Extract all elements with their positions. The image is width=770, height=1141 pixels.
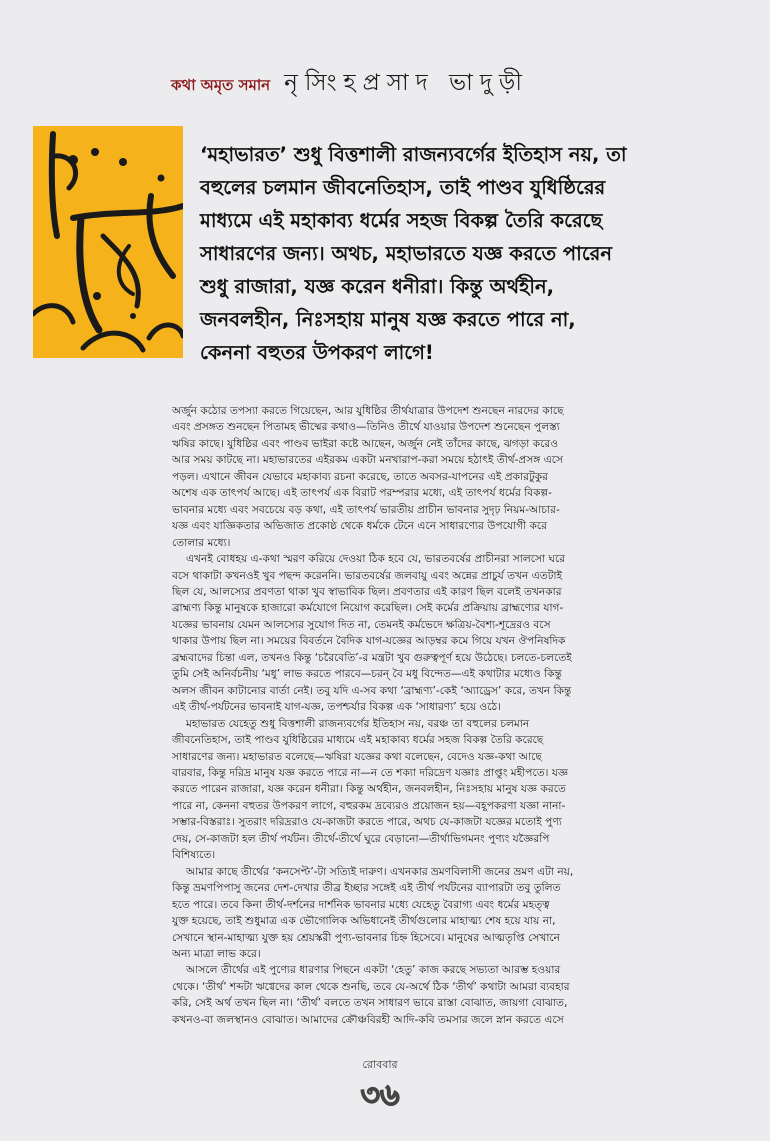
body-line: দেয়, সে-কাজটা হল তীর্থ পর্যটন। তীর্থে-তীর্থে ঘুরে বেড়ানো—তীর্থাভিগমনং পুণ্যং যজ্ঞৈরপি	[172, 832, 550, 845]
body-line: ঋষির কাছে। যুধিষ্ঠির এবং পাণ্ডব ভাইরা কষ্টে আছেন, অর্জুন নেই তাঁদের কাছে, ঝগড়া করেও	[172, 437, 558, 450]
pull-quote-line: বহুলের চলমান জীবনেতিহাস, তাই পাণ্ডব যুধিষ্ঠিরের	[200, 176, 606, 199]
body-line: আর সময় কাটছে না। মহাভারতের এইরকম একটা মনখারাপ-করা সময়ে হঠাৎই তীর্থ-প্রসঙ্গ এসে	[172, 454, 564, 467]
body-line: বারবার, কিন্তু দরিদ্র মানুষ যজ্ঞ করতে পারে না—ন তে শক্যা দরিদ্রেণ যজ্ঞাঃ প্রাপ্তুং মহীপতে। যজ্ঞ	[172, 766, 569, 779]
pull-quote-line: কেননা বহুতর উপকরণ লাগে!	[200, 341, 434, 364]
calligraphy-art	[33, 126, 183, 358]
body-line: অন্য মাত্রা লাভ করে।	[172, 947, 261, 960]
body-line: ব্রহ্মবাদের চিন্তা এল, তখনও কিন্তু ‘চরৈবেতি’-র মন্ত্রটা খুব গুরুত্বপূর্ণ হয়ে উঠেছে। চলতে-চলতেই	[172, 651, 572, 664]
body-line: কিন্তু ভ্রমণপিপাসু জনের দেশ-দেখার তীব্র ইচ্ছার সঙ্গেই এই তীর্থ পর্যটনের ব্যাপারটা তবু তুলিত	[172, 882, 561, 895]
body-line: ব্রাহ্মণ্য কিন্তু মানুষকে হাজারো কর্মযোগে নিয়োগ করেছিল। সেই কর্মের প্রক্রিয়ায় ব্রাহ্মণ্যের যাগ-	[172, 602, 564, 615]
body-line: সম্ভার-বিস্তরাঃ। সুতরাং দরিদ্ররাও যে-কাজটা করতে পারে, অথচ যে-কাজটা যজ্ঞের মতোই পুণ্য	[172, 816, 562, 829]
series-title: কথা অমৃত সমান	[171, 76, 271, 94]
pull-quote-line: শুধু রাজারা, যজ্ঞ করেন ধনীরা। কিন্তু অর্থহীন,	[200, 275, 555, 298]
body-line: পড়ল। এখানে জীবন যেভাবে মহাকাব্য রচনা করেছে, তাতে অবসর-যাপনের এই প্রকারটুকুর	[172, 470, 548, 483]
pull-quote-line: জনবলহীন, নিঃসহায় মানুষ যজ্ঞ করতে পারে না,	[200, 308, 576, 331]
body-line: অলস জীবন কাটানোর বার্তা নেই। তবু যদি এ-সব কথা ‘ব্রাহ্মণ্য’-কেই ‘অ্যাড্রেস’ করে, তখন কিন্তু	[172, 684, 572, 697]
body-line: ভাবনার মধ্যে এবং সবচেয়ে বড় কথা, এই তাৎপর্য ভারতীয় প্রাচীন ভাবনার সুদৃঢ় নিয়ম-আচার-	[172, 503, 560, 516]
body-line: অশেষ এক তাৎপর্য আছে। এই তাৎপর্য এক বিরাট পরম্পরার মধ্যে, এই তাৎপর্য ধর্মের বিকল্প-	[172, 487, 552, 500]
body-line: সাধারণের জন্য। মহাভারত বলেছে—ঋষিরা যজ্ঞের কথা বলেছেন, বেদেও যজ্ঞ-কথা আছে	[172, 750, 542, 763]
magazine-name: রোববার	[362, 1058, 398, 1071]
body-line: থেকে। ‘তীর্থ’ শব্দটা ঋগ্বেদের কাল থেকে শুনছি, তবে যে-অর্থে ঠিক ‘তীর্থ’ কথাটা আমরা ব্যবহার	[172, 980, 570, 993]
body-line: অর্জুন কঠোর তপস্যা করতে গিয়েছেন, আর যুধিষ্ঠির তীর্থযাত্রার উপদেশ শুনছেন নারদের কাছে	[172, 405, 564, 417]
header	[171, 64, 529, 103]
body-line: আসলে তীর্থের এই পুণ্যের ধারণার পিছনে একটা ‘হেতু’ কাজ করছে সভ্যতা আরম্ভ হওয়ার	[186, 964, 561, 977]
body-line: পারে না, কেননা বহুতর উপকরণ লাগে, বহুরকম দ্রব্যেরও প্রয়োজন হয়—বহূপকরণা যজ্ঞা নানা-	[172, 799, 566, 812]
body-line: কখনও-বা জলস্থানও বোঝাত। আমাদের ক্রৌঞ্চবিরহী আদি-কবি তমসার জলে স্নান করতে এসে	[172, 1013, 564, 1026]
pull-quote-line: ‘মহাভারত’ শুধু বিত্তশালী রাজন্যবর্গের ইতিহাস নয়, তা	[200, 143, 627, 166]
pull-quote	[200, 138, 740, 369]
page-footer	[0, 1056, 770, 1122]
body-line: সেখানে স্থান-মাহাত্ম্য যুক্ত হয় শ্রেয়স্করী পুণ্য-ভাবনার চিহ্ন হিসেবে। মানুষের আত্মতৃপ্তি সেখানে	[172, 931, 560, 944]
body-line: হতে পারে। তবে কিনা তীর্থ-দর্শনের দার্শনিক ভাবনার মধ্যে যেহেতু বৈরাগ্য এবং ধর্মের মহত্ত্ব	[172, 898, 550, 911]
body-line: করতে পারেন রাজারা, যজ্ঞ করেন ধনীরা। কিন্তু অর্থহীন, জনবলহীন, নিঃসহায় মানুষ যজ্ঞ করতে	[172, 783, 566, 796]
body-line: এই তীর্থ-পর্যটনের ভাবনাই যাগ-যজ্ঞ, তপশ্চর্যার বিকল্প এক ‘সাধারণ্য’ হয়ে ওঠে।	[172, 701, 501, 714]
body-line: করি, সেই অর্থ তখন ছিল না। ‘তীর্থ’ বলতে তখন সাধারণ ভাবে রাস্তা বোঝাত, জায়গা বোঝাত,	[172, 997, 568, 1010]
page-number: ৩৬	[360, 1078, 400, 1113]
body-line: ছিল যে, আলস্যের প্রবণতা থাকা খুব স্বাভাবিক ছিল। প্রবণতার এই কারণ ছিল বলেই তখনকার	[172, 585, 562, 598]
body-line: মহাভারত যেহেতু শুধু বিত্তশালী রাজন্যবর্গের ইতিহাস নয়, বরঞ্চ তা বহুলের চলমান	[186, 717, 530, 730]
body-line: বিশিষ্যতে।	[172, 849, 216, 862]
body-line: বসে থাকাটা কখনওই খুব পছন্দ করেননি। ভারতবর্ষের জলবায়ু এবং অন্নের প্রাচুর্য তখন এতটাই	[172, 569, 563, 582]
author-name: নৃসিংহপ্রসাদ ভাদুড়ী	[284, 70, 529, 96]
body-line: থাকার উপায় ছিল না। সময়ের বিবর্তনে বৈদিক যাগ-যজ্ঞের আড়ম্বর কমে গিয়ে যখন ঔপনিষদিক	[172, 635, 566, 648]
body-line: জীবনেতিহাস, তাই পাণ্ডব যুধিষ্ঠিরের মাধ্যমে এই মহাকাব্য ধর্মের সহজ বিকল্প তৈরি করেছে	[172, 734, 544, 747]
body-line: যজ্ঞ এবং যাজ্ঞিকতার অভিজাত প্রকোষ্ঠ থেকে ধর্মকে টেনে এনে সাধারণ্যের উপযোগী করে	[172, 520, 547, 533]
body-line: আমার কাছে তীর্থের ‘কনসেপ্ট’-টা সত্যিই দারুণ। এখনকার ভ্রমণবিলাসী জনের ভ্রমণ এটা নয়,	[186, 865, 574, 878]
body-line: যুক্ত হয়েছে, তাই শুধুমাত্র এক ভৌগোলিক অভিধানেই তীর্থগুলোর মাহাত্ম্য শেষ হয়ে যায় না,	[172, 915, 556, 928]
pull-quote-line: সাধারণের জন্য। অথচ, মহাভারতে যজ্ঞ করতে পারেন	[200, 242, 613, 265]
body-line: এবং প্রসঙ্গত শুনছেন পিতামহ ভীষ্মের কথাও—তিনিও তীর্থে যাওয়ার উপদেশ শুনেছেন পুলস্ত্য	[172, 421, 560, 434]
body-line: এখনই বোধহয় এ-কথা স্মরণ করিয়ে দেওয়া ঠিক হবে যে, ভারতবর্ষের প্রাচীনরা সালসো ঘরে	[186, 553, 566, 566]
article-body	[172, 403, 732, 1028]
calligraphy-art-graphic	[33, 126, 183, 358]
pull-quote-line: মাধ্যমে এই মহাকাব্য ধর্মের সহজ বিকল্প তৈরি করেছে	[200, 209, 603, 232]
body-line: তুমি সেই অনির্বচনীয় ‘মধু’ লাভ করতে পারবে—চরন্ বৈ মধু বিন্দেত—এই কথাটার মধ্যেও কিন্তু	[172, 668, 562, 681]
body-line: যজ্ঞের ভাবনায় যেমন আলস্যের সুযোগ দিত না, তেমনই কর্মভেদে ক্ষত্রিয়-বৈশ্য-শূদ্রেরও বসে	[172, 618, 551, 631]
body-line: তোলার মধ্যে।	[172, 536, 231, 549]
